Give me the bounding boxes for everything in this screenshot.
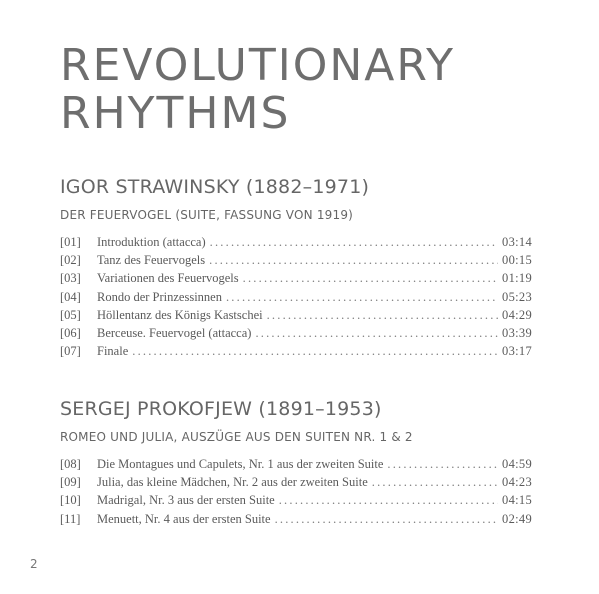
dot-leader [226, 288, 498, 306]
track-list [60, 233, 532, 360]
work-subtitle: ROMEO UND JULIA, AUSZÜGE AUS DEN SUITEN NR. 1 & 2 [60, 430, 413, 444]
album-title-line-2: RHYTHMS [60, 88, 291, 139]
dot-leader [387, 455, 498, 473]
track-duration: 05:23 [502, 289, 532, 304]
track-title: Variationen des Feuervogels [97, 271, 239, 286]
track-row [60, 324, 532, 342]
track-row [60, 269, 532, 287]
dot-leader [210, 233, 498, 251]
composer-heading: IGOR STRAWINSKY (1882–1971) [60, 176, 370, 198]
dot-leader [279, 491, 498, 509]
track-duration: 00:15 [502, 253, 532, 268]
dot-leader [372, 473, 498, 491]
dot-leader [243, 269, 498, 287]
track-row [60, 491, 532, 509]
work-subtitle: DER FEUERVOGEL (SUITE, FASSUNG VON 1919) [60, 208, 354, 222]
track-title: Julia, das kleine Mädchen, Nr. 2 aus der zweiten Suite [97, 475, 368, 490]
track-number: [02] [60, 253, 81, 268]
track-number: [04] [60, 289, 81, 304]
track-duration: 03:14 [502, 235, 532, 249]
track-title: Menuett, Nr. 4 aus der ersten Suite [97, 511, 271, 526]
album-title-line-1: REVOLUTIONARY [60, 40, 455, 91]
track-number: [01] [60, 235, 81, 249]
track-row [60, 306, 532, 324]
track-duration: 01:19 [502, 271, 532, 286]
track-number: [08] [60, 457, 81, 471]
track-title: Introduktion (attacca) [97, 235, 206, 249]
track-row [60, 510, 532, 528]
track-number: [05] [60, 307, 81, 322]
track-title: Die Montagues und Capulets, Nr. 1 aus der zweiten Suite [97, 457, 384, 471]
dot-leader [132, 342, 498, 360]
track-row [60, 233, 532, 251]
track-duration: 03:17 [502, 344, 532, 359]
track-number: [11] [60, 511, 81, 526]
track-number: [10] [60, 493, 81, 508]
track-row [60, 473, 532, 491]
page-number: 2 [30, 557, 38, 571]
track-duration: 04:59 [502, 457, 532, 471]
track-title: Tanz des Feuervogels [97, 253, 206, 268]
track-number: [09] [60, 475, 81, 490]
dot-leader [209, 251, 498, 269]
track-title: Rondo der Prinzessinnen [97, 289, 222, 304]
track-duration: 04:23 [502, 475, 532, 490]
track-row [60, 251, 532, 269]
track-number: [06] [60, 325, 81, 340]
dot-leader [275, 510, 498, 528]
track-duration: 02:49 [502, 511, 532, 526]
track-title: Berceuse. Feuervogel (attacca) [97, 325, 252, 340]
album-title [60, 42, 455, 138]
track-row [60, 455, 532, 473]
dot-leader [255, 324, 498, 342]
track-row [60, 288, 532, 306]
track-title: Höllentanz des Königs Kastschei [97, 307, 263, 322]
track-title: Finale [97, 344, 129, 359]
dot-leader [267, 306, 498, 324]
track-number: [07] [60, 344, 81, 359]
track-duration: 04:29 [502, 307, 532, 322]
track-list [60, 455, 532, 528]
track-title: Madrigal, Nr. 3 aus der ersten Suite [97, 493, 275, 508]
track-row [60, 342, 532, 360]
composer-heading: SERGEJ PROKOFJEW (1891–1953) [60, 398, 382, 420]
track-duration: 04:15 [502, 493, 532, 508]
track-number: [03] [60, 271, 81, 286]
track-duration: 03:39 [502, 325, 532, 340]
